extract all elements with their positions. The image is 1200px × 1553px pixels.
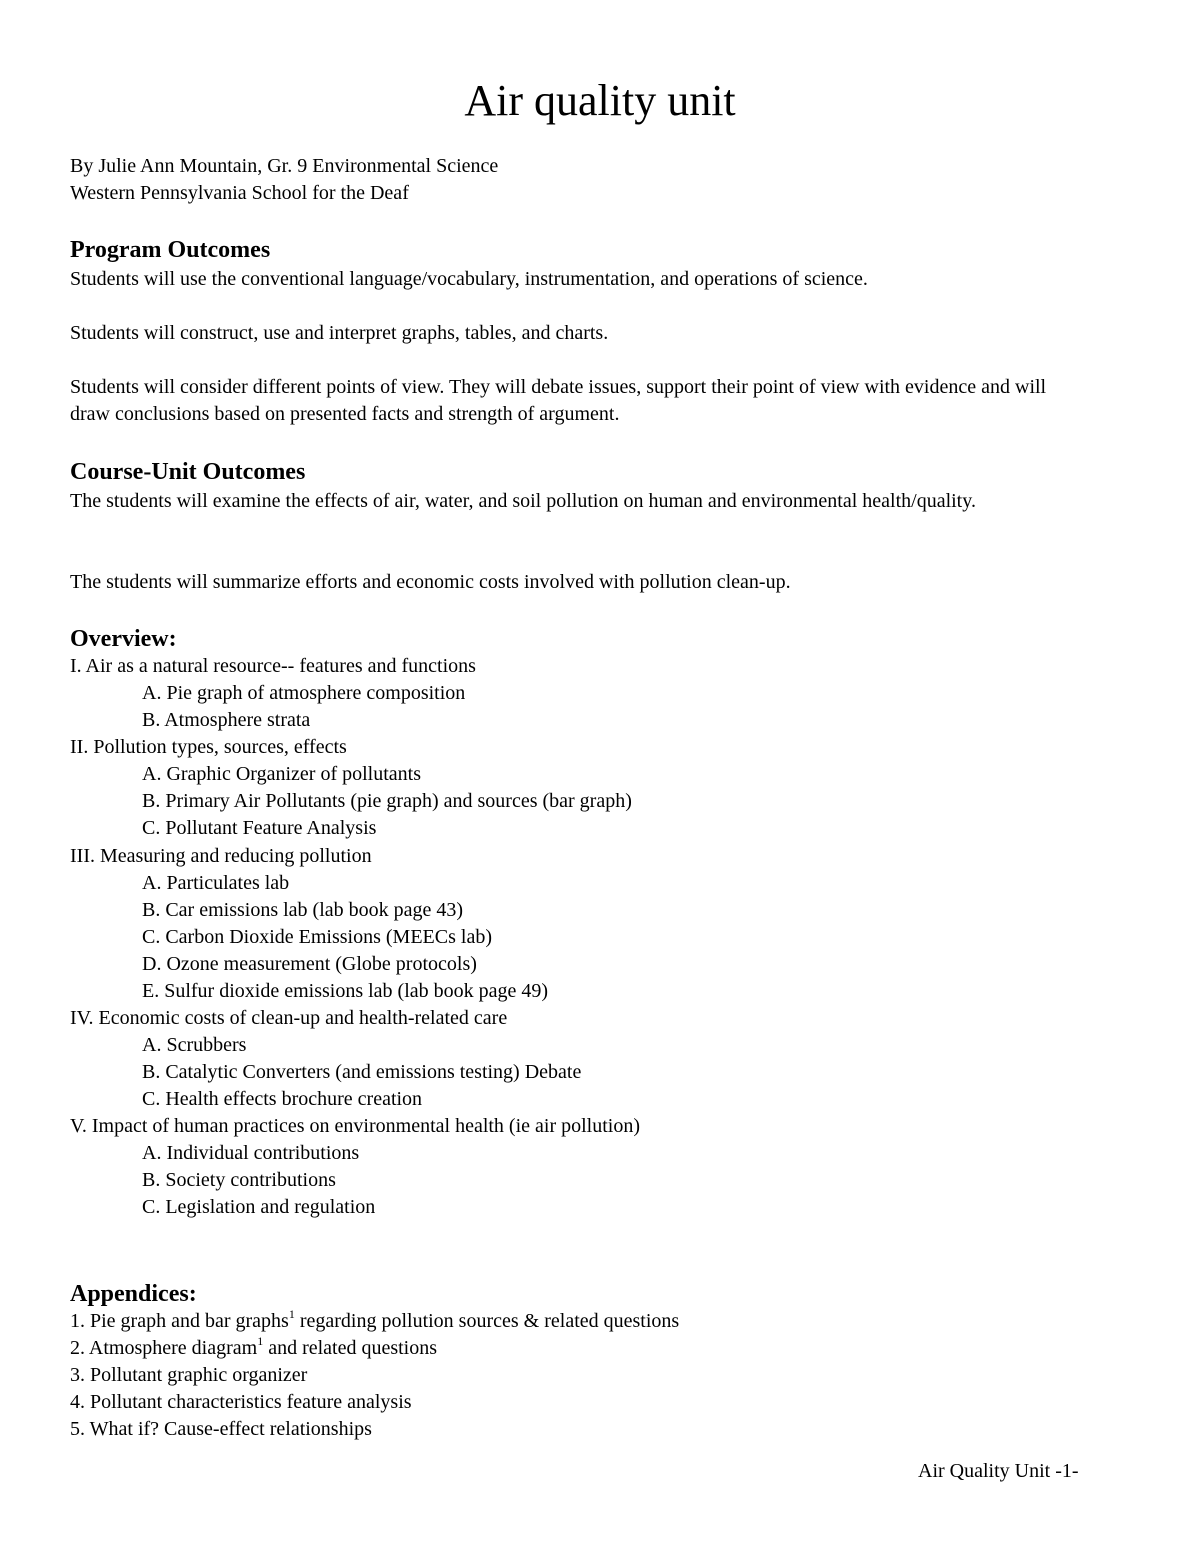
overview-section-3: III. Measuring and reducing pollution: [70, 845, 372, 867]
overview-item: B. Primary Air Pollutants (pie graph) and sources (bar graph): [142, 790, 632, 812]
overview-item: A. Individual contributions: [142, 1142, 360, 1164]
overview-item: B. Car emissions lab (lab book page 43): [142, 899, 464, 921]
overview-item: E. Sulfur dioxide emissions lab (lab book page 49): [142, 980, 549, 1002]
appendix-item-4: 4. Pollutant characteristics feature analysis: [70, 1391, 412, 1413]
overview-item: B. Catalytic Converters (and emissions testing) Debate: [142, 1061, 582, 1083]
overview-item: C. Health effects brochure creation: [142, 1088, 423, 1110]
page-title: Air quality unit: [464, 76, 736, 125]
overview-section-1: I. Air as a natural resource-- features and functions: [70, 655, 476, 677]
overview-section-2: II. Pollution types, sources, effects: [70, 736, 347, 758]
appendix-item-5: 5. What if? Cause-effect relationships: [70, 1418, 372, 1440]
overview-heading: Overview:: [70, 626, 177, 652]
overview-section-4: IV. Economic costs of clean-up and health-related care: [70, 1007, 508, 1029]
program-outcomes-heading: Program Outcomes: [70, 237, 271, 263]
course-outcomes-heading: Course-Unit Outcomes: [70, 459, 306, 485]
overview-item: A. Particulates lab: [142, 872, 290, 894]
overview-item: A. Pie graph of atmosphere composition: [142, 682, 466, 704]
program-outcome-2: Students will construct, use and interpret graphs, tables, and charts.: [70, 322, 609, 344]
course-outcome-1: The students will examine the effects of air, water, and soil pollution on human and environmental health/quality.: [70, 490, 976, 512]
course-outcome-2: The students will summarize efforts and economic costs involved with pollution clean-up.: [70, 571, 791, 593]
overview-item: B. Society contributions: [142, 1169, 336, 1191]
overview-item: C. Carbon Dioxide Emissions (MEECs lab): [142, 926, 492, 948]
appendices-heading: Appendices:: [70, 1281, 197, 1307]
overview-section-5: V. Impact of human practices on environmental health (ie air pollution): [70, 1115, 641, 1137]
appendix-item-2: [70, 1335, 437, 1362]
author-line: By Julie Ann Mountain, Gr. 9 Environmental Science: [70, 155, 499, 177]
footnote-ref: 1: [288, 1307, 295, 1321]
overview-item: A. Graphic Organizer of pollutants: [142, 763, 421, 785]
appendix-item-2-rest: and related questions: [263, 1337, 438, 1359]
overview-item: C. Legislation and regulation: [142, 1196, 376, 1218]
appendix-item-1-rest: regarding pollution sources & related questions: [294, 1310, 680, 1332]
overview-item: A. Scrubbers: [142, 1034, 247, 1056]
overview-item: C. Pollutant Feature Analysis: [142, 817, 377, 839]
overview-item: D. Ozone measurement (Globe protocols): [142, 953, 477, 975]
school-line: Western Pennsylvania School for the Deaf: [70, 182, 409, 204]
page-footer: Air Quality Unit -1-: [918, 1460, 1079, 1482]
appendix-item-1-text: 1. Pie graph and bar graphs: [70, 1310, 289, 1332]
footnote-ref: 1: [257, 1334, 264, 1348]
overview-item: B. Atmosphere strata: [142, 709, 311, 731]
appendix-item-2-text: 2. Atmosphere diagram: [70, 1337, 258, 1359]
appendix-item-3: 3. Pollutant graphic organizer: [70, 1364, 308, 1386]
program-outcome-1: Students will use the conventional language/vocabulary, instrumentation, and operations of science.: [70, 268, 868, 290]
appendix-item-1: [70, 1308, 679, 1335]
program-outcome-3: Students will consider different points of view. They will debate issues, support their point of view with evidence and will draw conclusions based on presented facts and strength of argument.: [70, 376, 1047, 425]
